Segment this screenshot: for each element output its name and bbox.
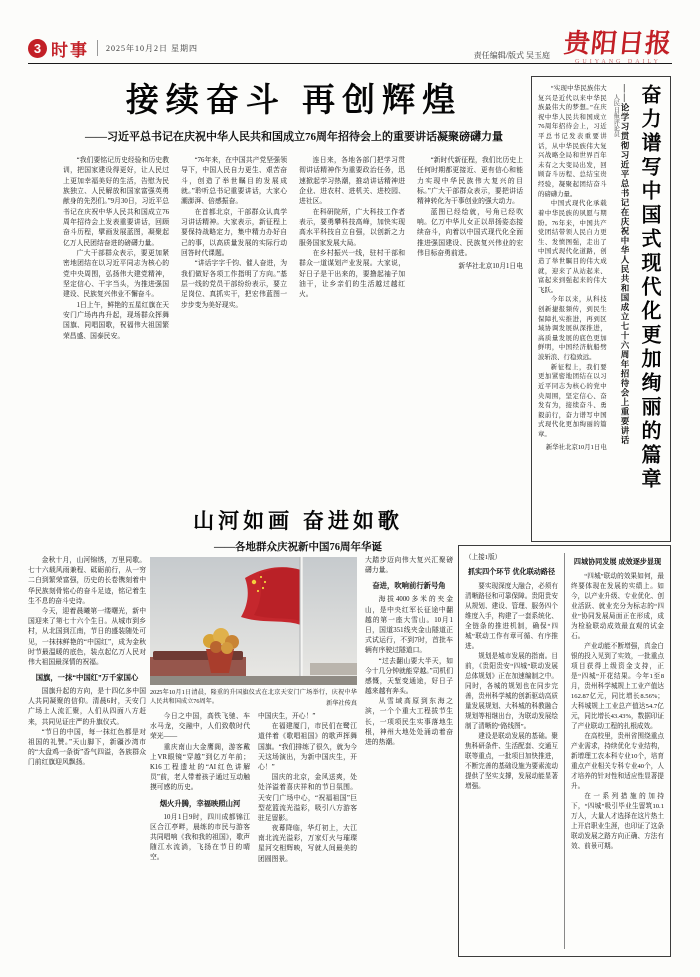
body-paragraph: 在福建厦门，市民们在鹭江道伴着《歌唱祖国》的歌声挥舞国旗。“我们排练了很久，就为今天这场演出，为新中国庆生，开心！” xyxy=(258,723,357,771)
body-paragraph: “我们要铭记历史经验和历史教训，把国家建设得更好，让人民过上更加幸福美好的生活，告慰为民族独立、人民解放和国家富强英勇献身的先烈们。”9月30日，习近平总书记在庆祝中华人民共和国成立76周年招待会上发表重要讲话，回顾奋斗历程，擘画发展蓝图，凝聚起亿万人民团结奋进的磅礴力量。 xyxy=(63,157,169,247)
body-paragraph: 海拔4000多米的夹金山，是中央红军长征途中翻越的第一座大雪山。10月1日，国道351线夹金山隧道正式试运行，不到7时，首批车辆有序驶过隧道口。 xyxy=(365,596,453,655)
body-paragraph: 中国庆生，开心！” xyxy=(258,713,316,720)
body-paragraph: 在首都北京，干部群众认真学习讲话精神。大家表示，新征程上要保持战略定力，集中精力办好自己的事，以高质量发展的实际行动回答时代课题。 xyxy=(181,208,287,257)
feature-column-3 xyxy=(258,712,357,972)
body-paragraph: “新时代新征程，我们比历史上任何时期都更接近、更有信心和能力实现中华民族伟大复兴的目标。”广大干部群众表示，要把讲话精神转化为干事创业的强大动力。 xyxy=(417,157,523,206)
jump-column-2 xyxy=(565,553,664,949)
masthead xyxy=(564,31,672,65)
lead-column-3 xyxy=(299,156,405,512)
crowd-strip xyxy=(150,676,357,685)
body-paragraph: 新华社北京10月1日电 xyxy=(545,443,607,451)
flagpole-shadow xyxy=(300,557,301,685)
body-paragraph: 在高校里，贵州省围绕重点产业需求，持续优化专业结构，新增理工农本科专业10个，培育重点产业相关专科专业40个，人才培养的针对性和适应性显著提升。 xyxy=(571,733,664,791)
editor-credit: 责任编辑/版式 吴玉庭 xyxy=(473,51,550,60)
body-paragraph: “过去翻山要大半天，如今十几分钟就能穿越。”司机们感慨，天堑变通途，好日子越来越有奔头。 xyxy=(365,657,453,696)
body-paragraph: 产业动能不断增强，真金白银的投入见到了实效，一批重点项目获得上级资金支持，正是“四城”开花结果。今年1至8月，贵州科学城规上工业产值达162.87亿元，同比增长8.56%；大科城规上工业总产值达54.7亿元，同比增长43.43%，数据印证了产业联动工程的扎根成效。 xyxy=(571,642,664,731)
feature-headline: 山河如画 奋进如歌 xyxy=(193,510,403,533)
photo-credit: 新华社传真 xyxy=(322,699,357,708)
jump-story-box xyxy=(458,545,671,957)
masthead-subtext: GUIYANG DAILY xyxy=(575,59,661,65)
body-paragraph: 金秋十月，山河锦绣，万里同歌。七十六载风雨兼程、砥砺前行，从一穷二白到繁荣富强，历史的长卷镌刻着中华民族刻骨铭心的奋斗足迹，铭记着生生不息的奋斗史诗。 xyxy=(28,557,146,605)
commentary-body xyxy=(538,84,607,534)
photo-caption-text: 2025年10月1日清晨，隆重的升国旗仪式在北京天安门广场举行，庆祝中华人民共和国成立76周年。 xyxy=(150,689,357,706)
body-paragraph: 在乡村振兴一线，驻村干部和群众一道谋划产业发展。大家说，好日子是干出来的，要撸起袖子加油干，让乡亲们的生活越过越红火。 xyxy=(299,249,405,299)
commentary-title: 奋力谱写中国式现代化更加绚丽的篇章 xyxy=(638,84,660,492)
header-rule xyxy=(28,63,672,64)
lead-subhead: ——习近平总书记在庆祝中华人民共和国成立76周年招待会上的重要讲话凝聚磅礴力量 xyxy=(85,131,503,143)
lead-body xyxy=(63,156,525,512)
national-flag xyxy=(241,567,301,625)
lead-headline: 接续奋斗 再创辉煌 xyxy=(125,81,463,118)
column-subhead: 抓实四个环节 优化联动路径 xyxy=(467,568,556,577)
commentary-subtitle-text: ——论学习贯彻习近平总书记在庆祝中华人民共和国成立七十六周年招待会上重要讲话 xyxy=(620,84,630,445)
body-paragraph: 要实现深度大融合，必须有清晰路径和可靠保障。贵阳贵安从规划、建设、管理、服务四个维度入手，构建了一套系统化、全链条的推进机制，确保“四城”联动工作有章可循、有序推进。 xyxy=(465,582,558,650)
column-subhead: 奋进，吹响前行新号角 xyxy=(372,581,446,591)
body-paragraph: 大踏步迈向伟大复兴汇聚磅礴力量。 xyxy=(365,557,453,575)
body-paragraph: “四城”联动的效果如何，最终要体现在发展的实绩上。如今，以产业升级、专业优化、创业活跃、就业充分为标志的“四业”协同发展局面正在形成，成为检验联动成效最直观的试金石。 xyxy=(571,572,664,640)
body-paragraph: 蓝图已经绘就，号角已经吹响。亿万中华儿女正以昂扬姿态接续奋斗，向着以中国式现代化全面推进强国建设、民族复兴伟业的宏伟目标奋勇前进。 xyxy=(417,208,523,257)
body-paragraph: 新华社北京10月1日电 xyxy=(458,263,523,271)
feature-subhead: ——各地群众庆祝新中国76周年华诞 xyxy=(214,542,382,553)
feature-column-2 xyxy=(150,712,250,972)
body-paragraph: 10月1日9时，四川成都锦江区合江亭畔，晨练的市民与游客共同唱响《我和我的祖国》，歌声随江水流淌，飞扬在节日的晴空。 xyxy=(150,813,250,862)
feature-column-4 xyxy=(365,556,453,972)
header-right xyxy=(474,31,672,65)
body-paragraph: “讲话字字千钧、催人奋进，为我们做好各项工作指明了方向。”基层一线的党员干部纷纷表示，要立足岗位、真抓实干，把宏伟蓝图一步步变为美好现实。 xyxy=(181,260,287,309)
body-paragraph: 建设是联动发展的基础。聚焦科研条件、生活配套、交通互联等重点，一批项目加快推进，不断完善的基础设施为要素流动提供了坚实支撑，发展动能显著增强。 xyxy=(465,733,558,791)
distant-building xyxy=(310,663,357,675)
body-paragraph: 1日上午，鲜艳的五星红旗在天安门广场冉冉升起，现场群众挥舞国旗、同唱国歌，祝福伟大祖国繁荣昌盛、国泰民安。 xyxy=(63,301,169,340)
body-paragraph: 新征程上，我们要更加紧密地团结在以习近平同志为核心的党中央周围，坚定信心、奋发有为，接续奋斗、勇毅前行，奋力谱写中国式现代化更加绚丽的篇章。 xyxy=(538,363,607,438)
commentary-subtitle xyxy=(612,84,630,534)
issue-date: 2025年10月2日 星期四 xyxy=(106,43,198,53)
page-header xyxy=(28,29,674,65)
body-paragraph: “节日的中国，每一抹红色都是对祖国的礼赞。”天山脚下，新疆沙湾市的“大盘鸡一条街”香气四溢，各族群众门前红旗迎风飘扬。 xyxy=(28,728,146,767)
body-paragraph: 国旗升起的方向，是十四亿多中国人共同凝聚的信仰。清晨6时，天安门广场上人流汇聚，人们从四面八方赶来，共同见证庄严的升旗仪式。 xyxy=(28,688,146,726)
masthead-logo: 贵阳日报 xyxy=(562,29,674,58)
lead-column-1 xyxy=(63,156,169,512)
column-subhead: 烟火升腾，幸福映照山河 xyxy=(159,798,241,808)
flagpole xyxy=(301,557,303,685)
flag-raising-photo xyxy=(150,557,357,685)
lead-column-4 xyxy=(417,156,523,512)
body-paragraph: 从雪域高原到东海之滨，一个个重大工程拔节生长，一项项民生实事落地生根，神州大地处处涌动着奋进的热潮。 xyxy=(365,698,453,747)
body-paragraph: （上接1版） xyxy=(465,554,502,561)
body-paragraph: 今日之中国，高铁飞驰、车水马龙，交融中，人们致敬时代荣光—— xyxy=(150,713,250,741)
body-paragraph: 今天，迎着晨曦第一缕曙光，新中国迎来了第七十六个生日。从城市到乡村，从北国到江南，节日的盛装随处可见，一抹抹鲜艳的“中国红”，成为金秋时节最温暖的底色，装点起亿万人民对伟大祖国最深情的祝福。 xyxy=(28,607,146,666)
column-subhead: 国旗，一抹“中国红”万千家国心 xyxy=(35,673,139,683)
photo-illustration xyxy=(150,557,357,685)
body-paragraph: 夜幕降临，华灯初上，大江南北流光溢彩，万家灯火与璀璨星河交相辉映，写就人间最美的团圆图景。 xyxy=(258,825,357,863)
body-paragraph: 在科研院所，广大科技工作者表示，要勇攀科技高峰，加快实现高水平科技自立自强，以创新之力服务国家发展大局。 xyxy=(299,208,405,247)
commentary-byline: 人民日报评论员 xyxy=(612,94,620,138)
body-paragraph: 连日来，各地各部门把学习贯彻讲话精神作为重要政治任务，迅速掀起学习热潮，推动讲话精神进企业、进农村、进机关、进校园、进社区。 xyxy=(299,157,405,206)
body-paragraph: 广大干部群众表示，要更加紧密地团结在以习近平同志为核心的党中央周围，弘扬伟大建党精神，坚定信心、干字当头，为推进强国建设、民族复兴伟业不懈奋斗。 xyxy=(63,249,169,299)
commentary-box xyxy=(531,76,671,542)
lead-column-2 xyxy=(181,156,287,512)
body-paragraph: 重庆南山大金鹰阁，游客戴上VR眼镜“穿越”到亿万年前；K16工程遗址的“AI红色讲解员”前，老人带着孩子通过互动触摸可感的历史。 xyxy=(150,743,250,792)
section-title: 时事 xyxy=(51,40,89,60)
body-paragraph: “实现中华民族伟大复兴是近代以来中华民族最伟大的梦想。”在庆祝中华人民共和国成立76周年招待会上，习近平总书记发表重要讲话，从中华民族伟大复兴战略全局和世界百年未有之大变局出发，回顾奋斗历程、总结宝贵经验，凝聚起团结奋斗的磅礴力量。 xyxy=(538,85,607,198)
body-paragraph: “76年来，在中国共产党坚强领导下，中国人民自力更生、艰苦奋斗，创造了举世瞩目的发展成就。”聆听总书记重要讲话，大家心潮澎湃、倍感振奋。 xyxy=(181,157,287,206)
feature-header xyxy=(140,505,456,554)
body-paragraph: 在一系列措施的加持下，“四城”吸引毕业生留筑10.1万人，大量人才选择在这片热土上开启职业生涯，也印证了这条联动发展之路方向正确、方法有效、前景可期。 xyxy=(571,793,664,851)
body-paragraph: 规划是城市发展的指南。目前，《贵阳贵安“四城”联动发展总体规划》正在加速编制之中。同时，各城的规划也在同步完善，贵州科学城的创新驱动高质量发展规划、大科城的科教融合规划等相继出台，为联动发展绘制了清晰的“路线图”。 xyxy=(465,652,558,731)
feature-column-1 xyxy=(28,556,146,972)
body-paragraph: 国庆的北京，金风送爽，处处洋溢着喜庆祥和的节日氛围。天安门广场中心，“祝福祖国”巨型花篮流光溢彩，吸引八方游客驻足留影。 xyxy=(258,774,357,822)
body-paragraph: 今年以来，从科技创新捷报频传，到民生保障扎实推进，再到区域协调发展纵深推进，高质量发展的底色更加鲜明，中国经济航船劈波斩浪、行稳致远。 xyxy=(538,296,607,362)
jump-column-1 xyxy=(465,553,565,949)
column-subhead: 四城协同发展 成效逐步显现 xyxy=(573,558,662,566)
body-paragraph: 中国式现代化承载着中华民族的夙愿与期盼。76年来，中国共产党团结带领人民自力更生、发愤图强，走出了中国式现代化道路，创造了举世瞩目的伟大成就，迎来了从站起来、富起来到强起来的伟大飞跃。 xyxy=(538,200,607,294)
photo-caption xyxy=(150,688,357,708)
header-divider xyxy=(97,40,98,56)
page-number-badge: 3 xyxy=(28,39,47,58)
lead-story xyxy=(63,74,525,512)
